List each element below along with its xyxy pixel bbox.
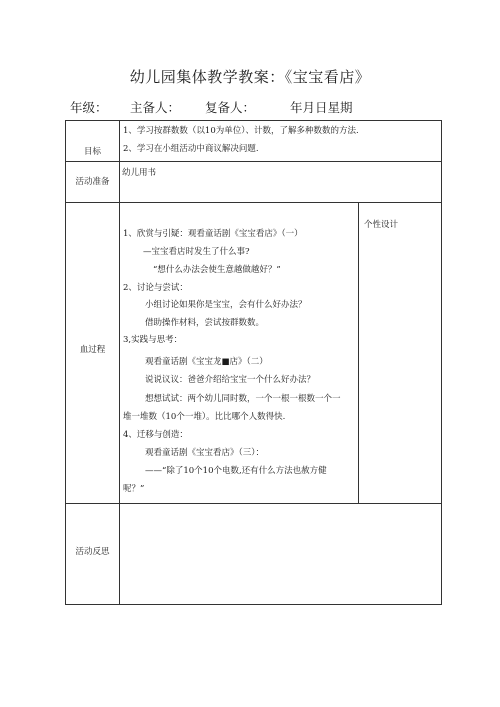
reflection-label: 活动反思 [75, 547, 110, 557]
prep-text: 幼儿用书 [122, 168, 157, 178]
goal-row [66, 121, 442, 162]
process-label: 血过程 [79, 345, 106, 355]
date-label: 年月日星期 [290, 100, 353, 115]
process-line-4: 2、讨论与尝试： [123, 283, 188, 293]
process-line-5: 小组讨论如果你是宝宝，会有什么好办法？ [145, 300, 307, 310]
goal-content-cell [120, 121, 442, 162]
process-line-12: 4、迁移与创造： [123, 430, 188, 440]
reflection-label-cell [66, 504, 120, 605]
process-line-3: “想什么办法会使生意越做越好？” [153, 265, 281, 275]
page-title: 幼儿园集体教学教案：《宝宝看店》 [129, 68, 371, 86]
process-line-7: 3,实践与思考： [123, 335, 183, 345]
prep-row [66, 162, 442, 203]
process-line-10: 想想试试：两个幼儿同时数，一个一根一根数一个一 [145, 394, 341, 404]
prep-label-cell [66, 162, 120, 203]
process-line-14: ——“除了10个10个电数,还有什么方法也赦方健 [145, 466, 327, 476]
goal-label-cell [66, 121, 120, 162]
individual-design-label: 个性设计 [364, 220, 399, 230]
process-line-11: 堆一堆数（10个一堆）。比比哪个人数得快. [123, 412, 286, 422]
process-content-cell [120, 203, 442, 504]
goal-label: 目标 [83, 147, 101, 157]
process-row [66, 203, 442, 504]
lesson-plan-table [65, 120, 442, 605]
prep-label: 活动准备 [75, 177, 110, 187]
process-line-8: 观看童话剧《宝宝龙■店》（二） [145, 357, 268, 367]
process-divider [358, 203, 359, 503]
reflection-content-cell [120, 504, 442, 605]
process-label-cell [66, 203, 120, 504]
preparer-label: 主备人： [130, 100, 181, 115]
goal-line-2: 2、学习在小组活动中商议解决问题. [123, 144, 259, 154]
process-line-1: 1、欣赏与引疑：观看童话剧《宝宝看店》（一） [123, 229, 303, 239]
process-line-9: 说说议议：爸爸介绍给宝宝一个什么好办法？ [145, 375, 316, 385]
co-preparer-label: 复备人： [205, 100, 256, 115]
reflection-row [66, 504, 442, 605]
process-line-13: 观看童话剧《宝宝看店》（三）： [145, 448, 265, 458]
prep-content-cell [120, 162, 442, 203]
goal-line-1: 1、学习按群数数（以10为单位）、计数，了解多种数数的方法. [123, 126, 359, 136]
process-line-2: —宝宝看店时发生了什么事? [143, 247, 250, 257]
grade-label: 年级： [70, 100, 108, 115]
process-line-15: 呢？” [123, 484, 145, 494]
process-line-6: 借助操作材料，尝试按群数数。 [145, 318, 265, 328]
